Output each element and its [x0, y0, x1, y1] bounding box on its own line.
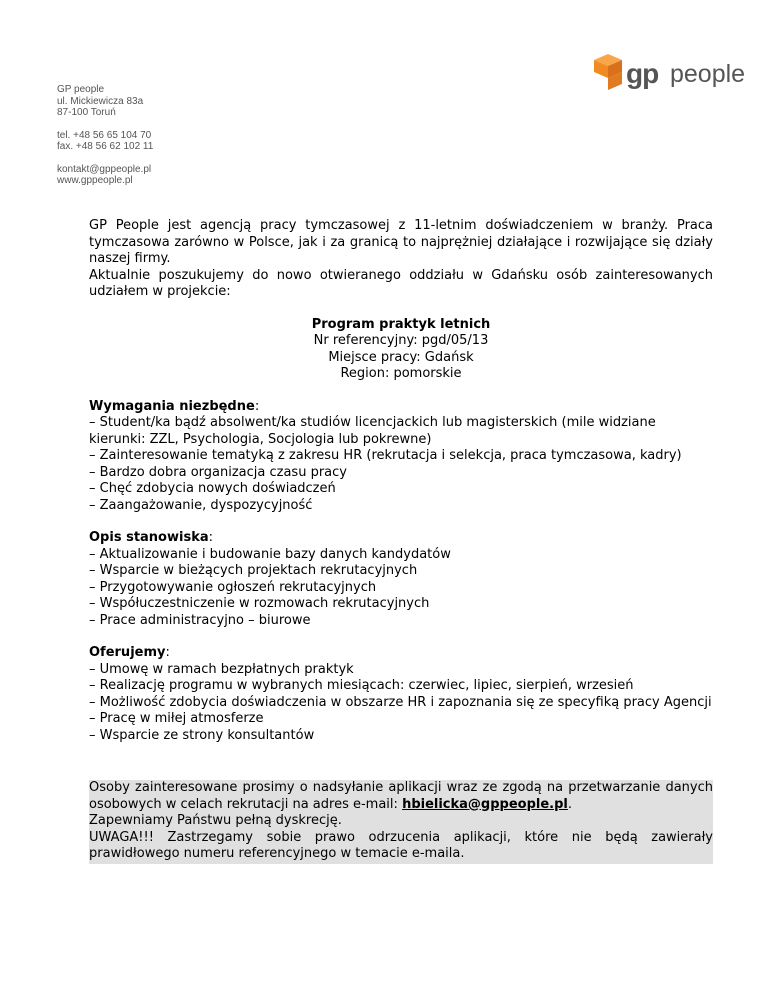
notice-warning: UWAGA!!! Zastrzegamy sobie prawo odrzucenia aplikacji, które nie będą zawierały prawidłowego numeru referencyjnego w temacie e-maila. — [89, 829, 713, 861]
program-block — [89, 317, 713, 383]
logo-text-people: people — [670, 60, 746, 88]
list-item: – Student/ka bądź absolwent/ka studiów licencjackich lub magisterskich (mile widziane kierunki: ZZL, Psychologia, Socjologia lub pokrewne) — [89, 415, 656, 447]
description-section: Opis stanowiska: – Aktualizowanie i budowanie bazy danych kandydatów – Wsparcie w bieżących projektach rekrutacyjnych – Przygotowywanie ogłoszeń rekrutacyjnych – Współuczestniczenie w rozmowach rekrutacyjnych – Prace administracyjno – biurowe — [89, 530, 713, 629]
requirements-section: Wymagania niezbędne: – Student/ka bądź absolwent/ka studiów licencjackich lub magisterskich (mile widziane kierunki: ZZL, Psychologia, Socjologia lub pokrewne) – Zainteresowanie tematyką z zakresu HR (rekrutacja i selekcja, praca tymczasowa, kadry) – Bardzo dobra organizacja czasu pracy – Chęć zdobycia nowych doświadczeń – Zaangażowanie, dyspozycyjność — [89, 399, 713, 515]
notice-text-end: . — [567, 796, 573, 812]
fax-line: fax. +48 56 62 102 11 — [57, 141, 154, 152]
company-web — [57, 164, 257, 187]
logo-text-gp: gp — [626, 58, 659, 89]
list-item: – Realizację programu w wybranych miesiącach: czerwiec, lipiec, sierpień, wrzesień — [89, 678, 634, 693]
list-item: – Bardzo dobra organizacja czasu pracy — [89, 464, 347, 480]
section-heading: Wymagania niezbędne — [89, 398, 255, 414]
program-region: Region: pomorskie — [340, 366, 462, 381]
intro-paragraph: Aktualnie poszukujemy do nowo otwieranego oddziału w Gdańsku osób zainteresowanych udziałem w projekcie: — [89, 267, 713, 299]
list-item: – Prace administracyjno – biurowe — [89, 612, 311, 628]
company-info — [57, 84, 257, 198]
list-item: – Umowę w ramach bezpłatnych praktyk — [89, 661, 354, 677]
contact-email[interactable]: kontakt@gppeople.pl — [57, 163, 152, 175]
document-body — [89, 218, 713, 864]
company-address — [57, 84, 257, 119]
program-place: Miejsce pracy: Gdańsk — [328, 349, 474, 365]
list-item: – Aktualizowanie i budowanie bazy danych kandydatów — [89, 546, 451, 562]
intro-paragraph: GP People jest agencją pracy tymczasowej z 11-letnim doświadczeniem w branży. Praca tymczasowa zarówno w Polsce, jak i za granicą to najprężniej działające i rozwijające się działy naszej firmy. — [89, 218, 713, 266]
list-item: – Chęć zdobycia nowych doświadczeń — [89, 481, 336, 496]
gp-people-logo — [592, 54, 752, 104]
list-item: – Możliwość zdobycia doświadczenia w obszarze HR i zapoznania się ze specyfiką pracy Agencji — [89, 694, 712, 710]
website-link[interactable]: www.gppeople.pl — [57, 175, 133, 186]
program-title: Program praktyk letnich — [311, 316, 491, 332]
list-item: – Zainteresowanie tematyką z zakresu HR (rekrutacja i selekcja, praca tymczasowa, kadry) — [89, 448, 682, 463]
address-line: 87-100 Toruń — [57, 107, 116, 118]
list-item: – Przygotowywanie ogłoszeń rekrutacyjnych — [89, 579, 377, 595]
section-heading: Oferujemy — [89, 645, 166, 660]
list-item: – Wsparcie ze strony konsultantów — [89, 727, 315, 743]
phone-line: tel. +48 56 65 104 70 — [57, 129, 152, 141]
program-ref: Nr referencyjny: pgd/05/13 — [313, 333, 489, 348]
application-notice — [89, 780, 713, 864]
company-phones — [57, 130, 257, 153]
section-heading: Opis stanowiska — [89, 530, 209, 545]
list-item: – Współuczestniczenie w rozmowach rekrutacyjnych — [89, 596, 430, 611]
address-line: GP people — [57, 84, 105, 95]
notice-discretion: Zapewniamy Państwu pełną dyskrecję. — [89, 813, 342, 828]
logo-mark-icon — [592, 54, 624, 94]
list-item: – Pracę w miłej atmosferze — [89, 711, 264, 726]
offer-section: Oferujemy: – Umowę w ramach bezpłatnych praktyk – Realizację programu w wybranych miesiącach: czerwiec, lipiec, sierpień, wrzesień – Możliwość zdobycia doświadczenia w obszarze HR i zapoznania się ze specyfiką pracy Agencji – Pracę w miłej atmosferze – Wsparcie ze strony konsultantów — [89, 645, 712, 743]
list-item: – Wsparcie w bieżących projektach rekrutacyjnych — [89, 563, 418, 578]
address-line: ul. Mickiewicza 83a — [57, 95, 144, 107]
notice-text: Osoby zainteresowane prosimy o nadsyłanie aplikacji wraz ze zgodą na przetwarzanie danych osobowych w celach rekrutacji na adres e-mail: — [89, 780, 713, 812]
email-link[interactable]: hbielicka@gppeople.pl — [402, 796, 568, 812]
list-item: – Zaangażowanie, dyspozycyjność — [89, 497, 313, 513]
